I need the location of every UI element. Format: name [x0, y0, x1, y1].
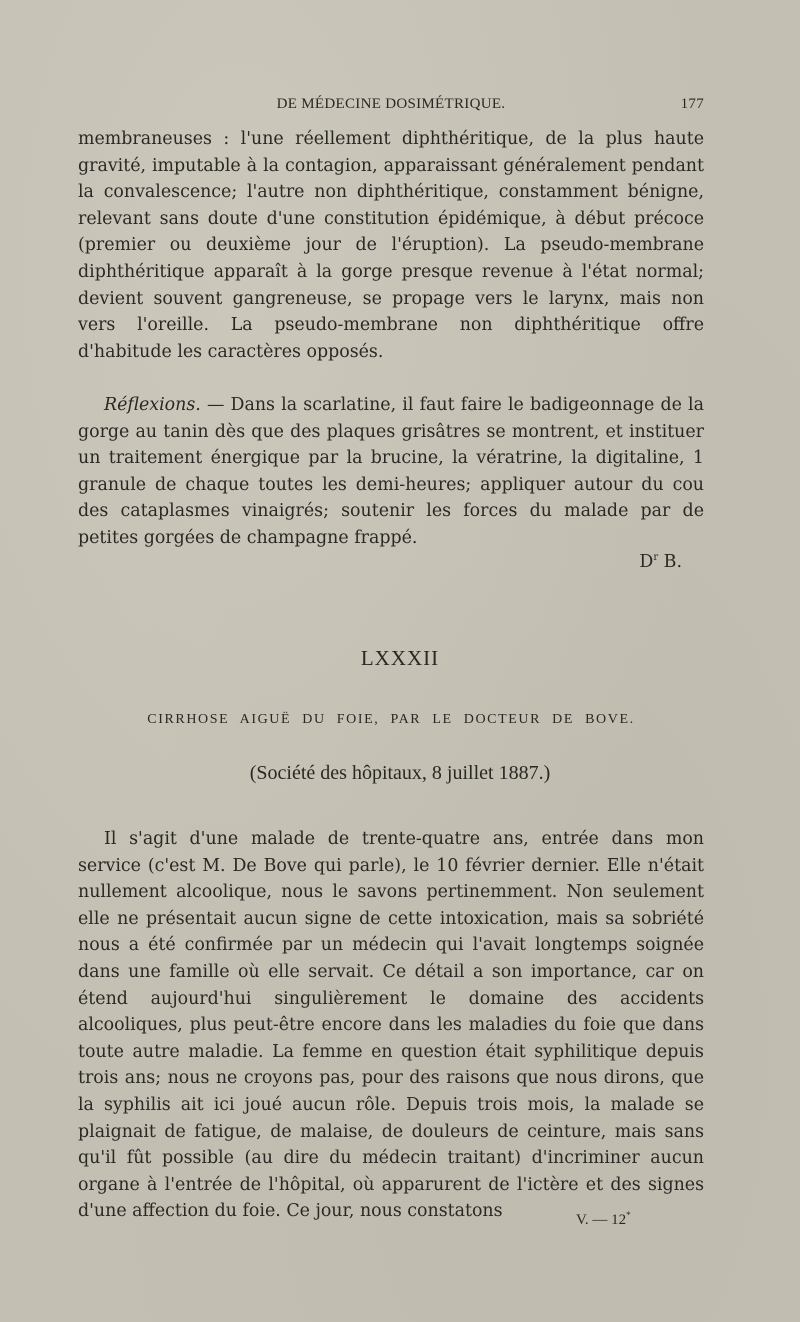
signature-prefix: D	[639, 552, 654, 572]
signature-mark-sup: *	[626, 1210, 631, 1220]
chapter-title: CIRRHOSE AIGUË DU FOIE, PAR LE DOCTEUR DE BOVE.	[147, 712, 635, 727]
signature-sup: r	[653, 552, 659, 564]
page-number: 177	[680, 96, 704, 112]
paragraph-case-report: Il s'agit d'une malade de trente-quatre ans, entrée dans mon service (c'est M. De Bove qui parle), le 10 février dernier. Elle n'était nullement alcoolique, nous le savons pertinemment. Non seulement elle ne présentait aucun signe de cette intoxication, mais sa sobriété nous a été confirmée par un médecin qui l'avait longtemps soignée dans une famille où elle servait. Ce détail a son importance, car on étend aujourd'hui singulièrement le domaine des accidents alcooliques, plus peut-être encore dans les maladies du foie que dans toute autre maladie. La femme en question était syphilitique depuis trois ans; nous ne croyons pas, pour des raisons que nous dirons, que la syphilis ait ici joué aucun rôle. Depuis trois mois, la malade se plaignait de fatigue, de malaise, de douleurs de ceinture, mais sans qu'il fût possible (au dire du médecin traitant) d'incriminer aucun organe à l'entrée de l'hôpital, où apparurent de l'ictère et des signes d'une affection du foie. Ce jour, nous constatons	[78, 829, 704, 1222]
paragraph-membraneuses: membraneuses : l'une réellement diphthéritique, de la plus haute gravité, imputable à la contagion, apparaissant généralement pendant la convalescence; l'autre non diphthéritique, constamment bénigne, relevant sans doute d'une constitution épidémique, à début précoce (premier ou deuxième jour de l'éruption). La pseudo-membrane diphthéritique apparaît à la gorge presque revenue à l'état normal; devient souvent gangreneuse, se propage vers le larynx, mais non vers l'oreille. La pseudo-membrane non diphthéritique offre d'habitude les caractères opposés.	[78, 129, 704, 362]
running-head	[78, 96, 704, 118]
running-head-title: DE MÉDECINE DOSIMÉTRIQUE.	[276, 96, 506, 112]
paragraph-reflexions	[78, 392, 704, 552]
printer-signature-mark	[576, 1210, 631, 1229]
signature-mark-text: V. — 12	[576, 1212, 627, 1228]
reflexions-label: Réflexions.	[104, 395, 201, 415]
reflexions-text: — Dans la scarlatine, il faut faire le badigeonnage de la gorge au tanin dès que des plaques grisâtres se montrent, et instituer un traitement énergique par la brucine, la vératrine, la digitaline, 1 granule de chaque toutes les demi-heures; appliquer autour du cou des cataplasmes vinaigrés; soutenir les forces du malade par de petites gorgées de champagne frappé.	[78, 395, 704, 548]
chapter-source: (Société des hôpitaux, 8 juillet 1887.)	[249, 762, 551, 784]
chapter-number: LXXXII	[360, 646, 440, 670]
signature-name: B.	[658, 552, 682, 572]
author-signature	[639, 552, 682, 572]
